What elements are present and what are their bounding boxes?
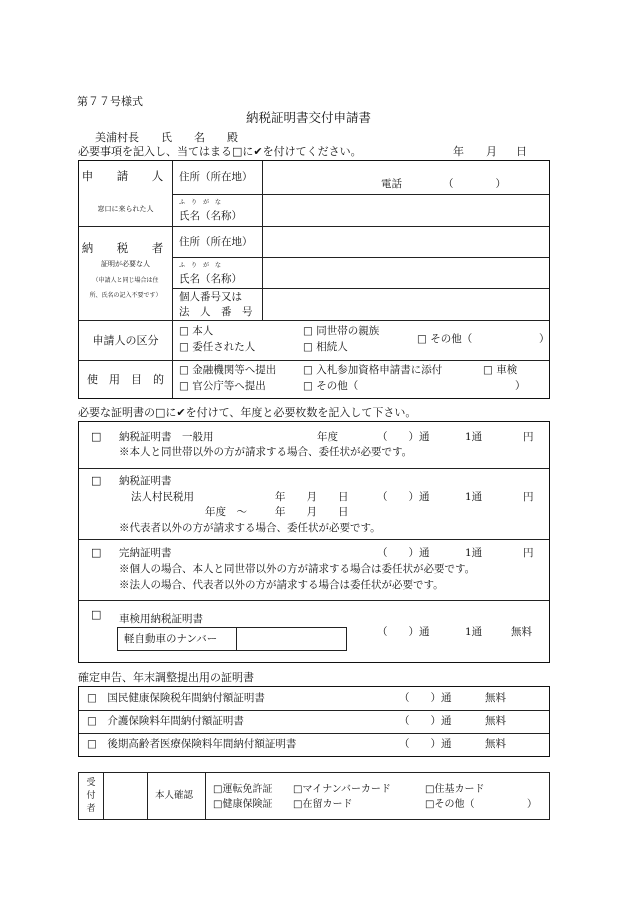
cert1-count[interactable]: （ ）通 — [377, 431, 430, 443]
date-day: 日 — [516, 145, 527, 158]
insurance-card-checkbox[interactable]: □健康保険証 — [213, 799, 273, 810]
cert3-yen: 円 — [523, 547, 534, 559]
cert3-unit: 1通 — [465, 547, 483, 559]
category-other-close: ） — [539, 333, 550, 345]
taxpayer-id-label-2: 法 人 番 号 — [179, 306, 253, 318]
plate-number-label: 軽自動車のナンバー — [124, 633, 218, 645]
cert4-free: 無料 — [511, 626, 532, 638]
tax-return-table — [78, 686, 550, 757]
cert1-name: 納税証明書 一般用 — [119, 431, 214, 443]
form-title: 納税証明書交付申請書 — [246, 110, 372, 125]
reception-label-1: 受 — [86, 778, 96, 788]
elderly-medical-checkbox[interactable]: □ 後期高齢者医療保険料年間納付額証明書 — [87, 738, 297, 750]
cert2-count[interactable]: （ ）通 — [377, 491, 430, 503]
applicant-title: 申 請 人 — [81, 169, 170, 183]
applicant-address-field[interactable] — [283, 165, 547, 191]
applicant-name-label: 氏名（名称） — [179, 210, 242, 222]
cert2-checkbox[interactable]: □ — [91, 474, 102, 487]
reception-staff-field[interactable] — [104, 776, 146, 818]
cert4-count[interactable]: （ ）通 — [377, 626, 430, 638]
applicant-subtitle: 窓口に来られた人 — [97, 205, 154, 213]
applicant-address-label: 住所（所在地） — [179, 171, 253, 183]
nhi-certificate-free: 無料 — [485, 692, 506, 704]
cert2-sub: 法人村民税用 — [131, 491, 194, 503]
taxpayer-id-label-1: 個人番号又は — [179, 291, 242, 303]
applicant-table — [78, 160, 550, 399]
addressee: 美浦村長 氏 名 殿 — [95, 131, 238, 144]
section3-title: 確定申告、年末調整提出用の証明書 — [78, 671, 254, 684]
cert1-checkbox[interactable]: □ — [91, 430, 102, 443]
license-checkbox[interactable]: □運転免許証 — [213, 784, 273, 795]
category-label: 申請人の区分 — [92, 334, 159, 347]
nhi-certificate-checkbox[interactable]: □ 国民健康保険税年間納付額証明書 — [87, 692, 265, 704]
cert2-date-to[interactable]: 年 月 日 — [275, 506, 349, 518]
cert3-note-1: ※個人の場合、本人と同世帯以外の方が請求する場合は委任状が必要です。 — [119, 563, 476, 575]
date-year: 年 — [453, 145, 464, 158]
date-month: 月 — [486, 145, 497, 158]
care-insurance-checkbox[interactable]: □ 介護保険料年間納付額証明書 — [87, 715, 244, 727]
cert4-name: 車検用納税証明書 — [119, 613, 203, 625]
cert3-note-2: ※法人の場合、代表者以外の方が請求する場合は委任状が必要です。 — [119, 579, 444, 591]
cert4-unit: 1通 — [465, 626, 483, 638]
applicant-phone-label: 電話 — [381, 178, 402, 190]
category-self-checkbox[interactable]: □ 本人 — [179, 325, 214, 337]
care-insurance-free: 無料 — [485, 715, 506, 727]
taxpayer-furigana-label: ふ り が な — [179, 262, 222, 269]
cert1-year: 年度 — [317, 431, 338, 443]
reception-label-3: 者 — [86, 804, 96, 814]
other-id-close: ） — [527, 799, 537, 810]
elderly-medical-free: 無料 — [485, 738, 506, 750]
cert4-checkbox[interactable]: □ — [91, 608, 102, 621]
instruction-1: 必要事項を記入し、当てはまる□に✔を付けてください。 — [78, 145, 362, 158]
residence-card-checkbox[interactable]: □在留カード — [293, 799, 353, 810]
taxpayer-note-2: 所、氏名の記入不要です） — [89, 292, 162, 299]
plate-number-box — [117, 627, 347, 651]
mynumber-checkbox[interactable]: □マイナンバーカード — [293, 784, 391, 795]
taxpayer-address-label: 住所（所在地） — [179, 236, 253, 248]
cert2-tilde: 年度 ～ — [205, 506, 247, 518]
cert3-checkbox[interactable]: □ — [91, 546, 102, 559]
id-check-label: 本人確認 — [155, 790, 194, 801]
purpose-govt-checkbox[interactable]: □ 官公庁等へ提出 — [179, 380, 266, 392]
cert2-name: 納税証明書 — [119, 475, 172, 487]
plate-number-field[interactable] — [238, 629, 346, 649]
instruction-2: 必要な証明書の□に✔を付けて、年度と必要枚数を記入して下さい。 — [78, 406, 417, 419]
form-number: 第７７号様式 — [77, 95, 143, 108]
care-insurance-count[interactable]: （ ）通 — [399, 715, 452, 727]
category-heir-checkbox[interactable]: □ 相続人 — [303, 341, 348, 353]
taxpayer-title: 納 税 者 — [81, 241, 170, 255]
reception-label-2: 付 — [86, 791, 96, 801]
applicant-furigana-label: ふ り が な — [179, 199, 222, 206]
taxpayer-note-1: （申請人と同じ場合は住 — [92, 277, 159, 284]
certificates-table — [78, 421, 550, 663]
purpose-label: 使 用 目 的 — [87, 373, 164, 386]
applicant-phone-field[interactable]: （ ） — [443, 178, 506, 190]
purpose-bid-checkbox[interactable]: □ 入札参加資格申請書に添付 — [303, 364, 443, 376]
category-delegate-checkbox[interactable]: □ 委任された人 — [179, 341, 256, 353]
cert2-unit: 1通 — [465, 491, 483, 503]
purpose-bank-checkbox[interactable]: □ 金融機関等へ提出 — [179, 364, 277, 376]
cert3-name: 完納証明書 — [119, 547, 172, 559]
taxpayer-name-label: 氏名（名称） — [179, 273, 242, 285]
elderly-medical-count[interactable]: （ ）通 — [399, 738, 452, 750]
nhi-certificate-count[interactable]: （ ）通 — [399, 692, 452, 704]
cert2-yen: 円 — [523, 491, 534, 503]
cert3-count[interactable]: （ ）通 — [377, 547, 430, 559]
cert1-note: ※本人と同世帯以外の方が請求する場合、委任状が必要です。 — [119, 446, 413, 458]
purpose-car-checkbox[interactable]: □ 車検 — [483, 364, 518, 376]
cert1-unit: 1通 — [465, 431, 483, 443]
purpose-other-checkbox[interactable]: □ その他（ — [303, 380, 359, 392]
reception-table — [78, 772, 550, 820]
purpose-other-close: ） — [515, 380, 526, 392]
cert2-date-from[interactable]: 年 月 日 — [275, 491, 349, 503]
category-other-checkbox[interactable]: □ その他（ — [417, 333, 473, 345]
taxpayer-subtitle: 証明が必要な人 — [101, 260, 150, 268]
cert2-note: ※代表者以外の方が請求する場合、委任状が必要です。 — [119, 522, 381, 534]
juki-card-checkbox[interactable]: □住基カード — [425, 784, 485, 795]
cert1-yen: 円 — [523, 431, 534, 443]
category-family-checkbox[interactable]: □ 同世帯の親族 — [303, 325, 380, 337]
other-id-checkbox[interactable]: □その他（ — [425, 799, 475, 810]
